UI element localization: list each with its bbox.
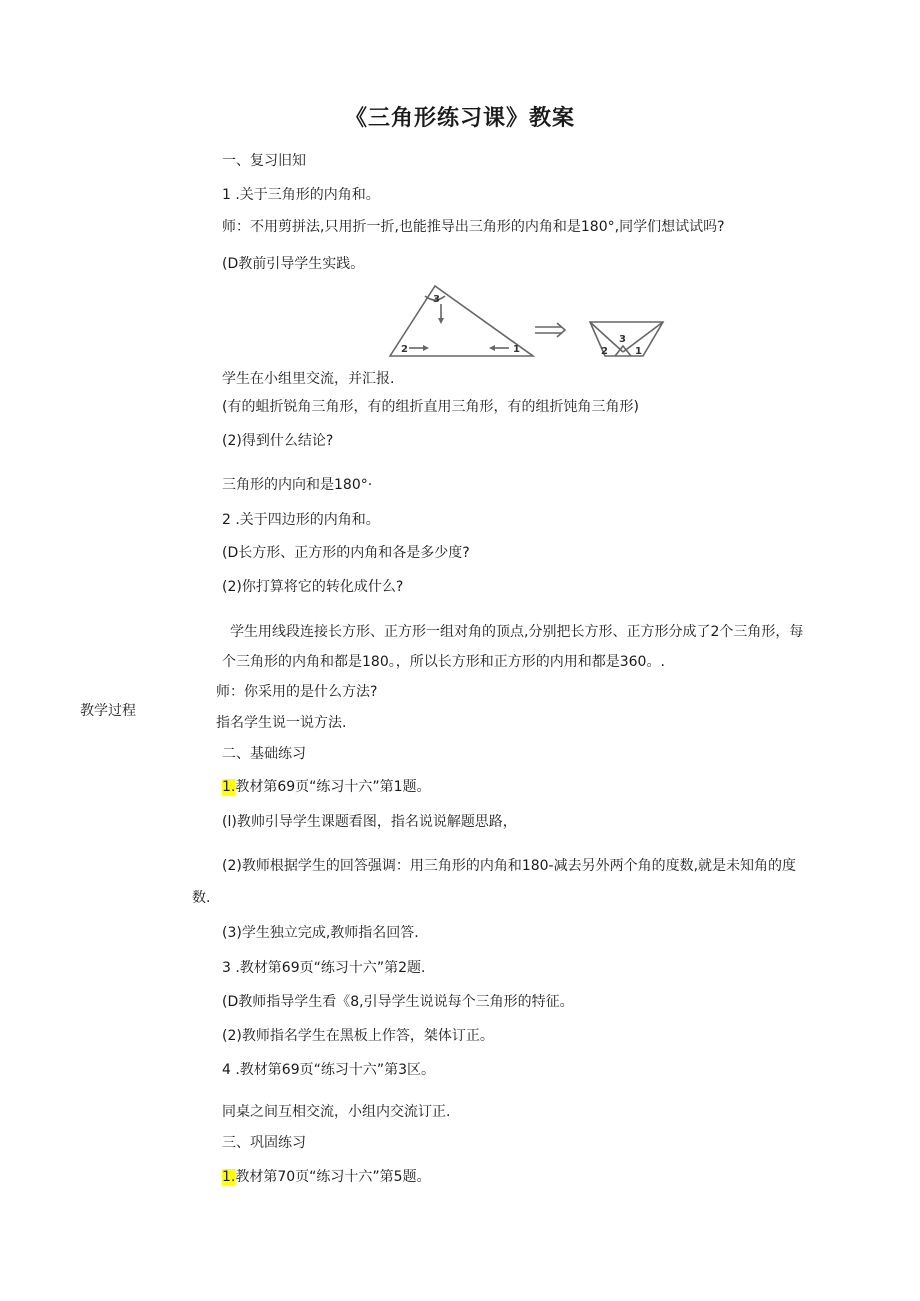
exercise-1-step-2-line-1: (2)教师根据学生的回答强调：用三角形的内角和180-减去另外两个角的度数,就是未知角的度 bbox=[222, 858, 797, 874]
label-angle-3: 3 bbox=[433, 294, 440, 305]
page-title: 《三角形练习课》教案 bbox=[344, 106, 575, 131]
exercise-4-step-1: 同桌之间互相交流，小组内交流订正. bbox=[222, 1104, 451, 1120]
consolidation-exercise-1-text: 教材第70页“练习十六”第5题。 bbox=[235, 1169, 431, 1185]
conclusion-text: 三角形的内向和是180°· bbox=[222, 477, 373, 493]
question-convert: (2)你打算将它的转化成什么? bbox=[222, 579, 404, 595]
exercise-1 bbox=[222, 778, 431, 796]
paragraph-line-2: 个三角形的内角和都是180。，所以长方形和正方形的内用和都是360。. bbox=[222, 654, 665, 670]
label-folded-2: 2 bbox=[601, 346, 608, 357]
exercise-3: 3 .教材第69页“练习十六”第2题. bbox=[222, 960, 426, 976]
question-rectangle-square: (D长方形、正方形的内角和各是多少度? bbox=[222, 545, 470, 561]
section-consolidation-heading: 三、巩固练习 bbox=[222, 1135, 306, 1151]
student-exchange: 学生在小组里交流，并汇报. bbox=[222, 371, 395, 387]
exercise-4: 4 .教材第69页“练习十六”第3区。 bbox=[222, 1062, 436, 1078]
exercise-1-step-2-line-2: 数. bbox=[192, 890, 211, 906]
step-conclusion-question: (2)得到什么结论? bbox=[222, 433, 334, 449]
item-quadrilateral-angle-sum: 2 .关于四边形的内角和。 bbox=[222, 512, 380, 528]
step-guide-practice: (D教前引导学生实践。 bbox=[222, 256, 365, 272]
paragraph-line-1: 学生用线段连接长方形、正方形一组对角的顶点,分别把长方形、正方形分成了2个三角形，每 bbox=[230, 624, 804, 640]
exercise-3-step-1: (D教师指导学生看《8,引导学生说说每个三角形的特征。 bbox=[222, 994, 574, 1010]
consolidation-exercise-1 bbox=[222, 1168, 431, 1186]
left-triangle-shape bbox=[390, 286, 533, 356]
highlight-number: 1. bbox=[222, 1169, 236, 1185]
item-triangle-angle-sum: 1 .关于三角形的内角和。 bbox=[222, 187, 380, 203]
folding-note: (有的蛆折锐角三角形，有的组折直用三角形，有的组折饨角三角形) bbox=[222, 399, 639, 415]
label-angle-2: 2 bbox=[401, 344, 408, 355]
label-folded-1: 1 bbox=[635, 346, 642, 357]
highlight-number: 1. bbox=[222, 779, 236, 795]
exercise-1-step-1: (l)教帅引导学生课题看图，指名说说解题思路， bbox=[222, 814, 517, 830]
section-basic-practice-heading: 二、基础练习 bbox=[222, 746, 306, 762]
teacher-method-question: 师：你采用的是什么方法? bbox=[216, 684, 378, 700]
name-students: 指名学生说一说方法. bbox=[216, 715, 347, 731]
label-angle-1: 1 bbox=[513, 344, 520, 355]
side-label: 教学过程 bbox=[80, 703, 136, 719]
section-review-heading: 一、复习旧知 bbox=[222, 153, 306, 169]
exercise-3-step-2: (2)教师指名学生在黑板上作答，桀体订正。 bbox=[222, 1028, 494, 1044]
label-folded-3: 3 bbox=[619, 334, 626, 345]
exercise-1-text: 教材第69页“练习十六”第1题。 bbox=[235, 779, 431, 795]
exercise-1-step-3: (3)学生独立完成,教师指名回答. bbox=[222, 925, 419, 941]
teacher-question: 师：不用剪拼法,只用折一折,也能推导出三角形的内角和是180°,同学们想试试吗? bbox=[222, 219, 725, 235]
triangle-folding-figure bbox=[385, 282, 675, 364]
